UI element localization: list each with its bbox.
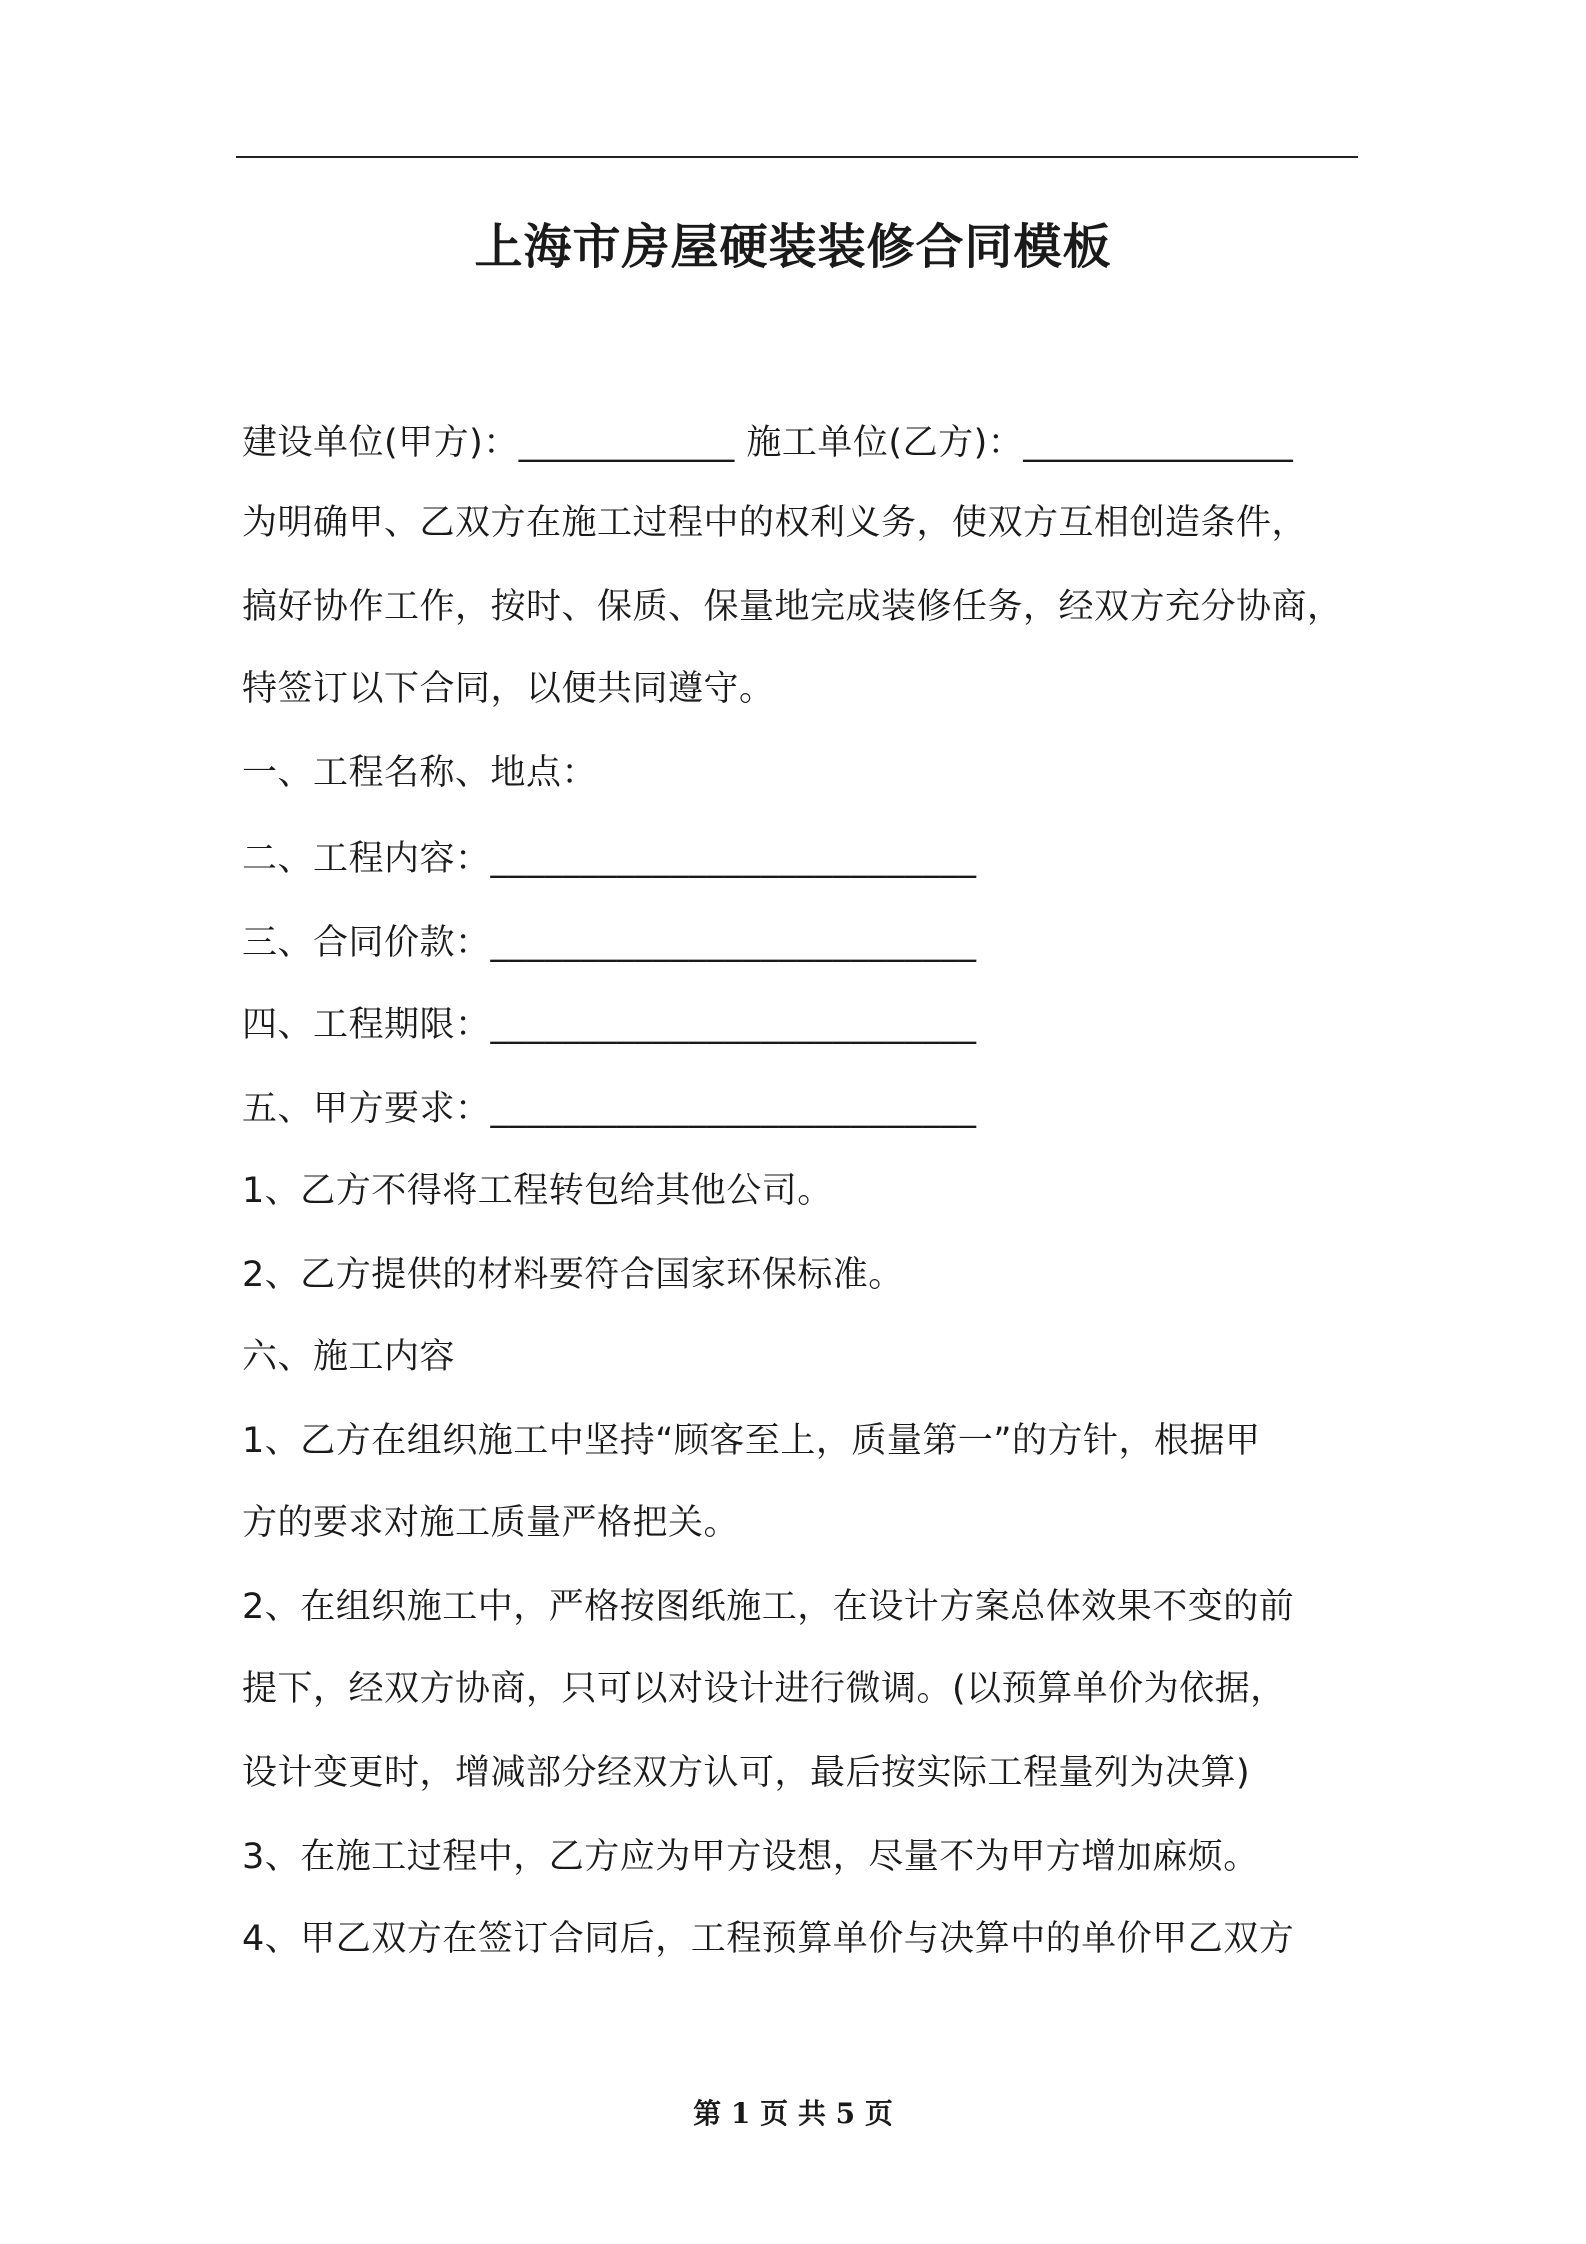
list-item: 4、甲乙双方在签订合同后，工程预算单价与决算中的单价甲乙双方 bbox=[242, 1919, 1295, 1959]
list-item: 2、乙方提供的材料要符合国家环保标准。 bbox=[242, 1255, 904, 1295]
paragraph-line: 提下，经双方协商，只可以对设计进行微调。(以预算单价为依据， bbox=[242, 1669, 1286, 1709]
section-heading: 六、施工内容 bbox=[242, 1337, 456, 1377]
section-heading: 三、合同价款：___________________________ bbox=[242, 923, 977, 963]
section-heading: 四、工程期限：___________________________ bbox=[242, 1005, 977, 1045]
paragraph-line: 为明确甲、乙双方在施工过程中的权利义务，使双方互相创造条件， bbox=[242, 503, 1308, 543]
paragraph-line: 特签订以下合同，以便共同遵守。 bbox=[242, 669, 775, 709]
paragraph-line: 设计变更时，增减部分经双方认可，最后按实际工程量列为决算) bbox=[242, 1753, 1251, 1793]
list-item: 2、在组织施工中，严格按图纸施工，在设计方案总体效果不变的前 bbox=[242, 1587, 1295, 1627]
document-title: 上海市房屋硬装装修合同模板 bbox=[474, 219, 1112, 275]
party-line: 建设单位(甲方)：____________ 施工单位(乙方)：_______________ bbox=[242, 423, 1294, 463]
page-number: 第 1 页 共 5 页 bbox=[693, 2097, 893, 2130]
section-heading: 一、工程名称、地点： bbox=[242, 753, 598, 793]
paragraph-line: 搞好协作工作，按时、保质、保量地完成装修任务，经双方充分协商， bbox=[242, 587, 1343, 627]
paragraph-line: 方的要求对施工质量严格把关。 bbox=[242, 1503, 740, 1543]
header-rule bbox=[236, 156, 1358, 158]
list-item: 1、乙方在组织施工中坚持“顾客至上，质量第一”的方针，根据甲 bbox=[242, 1421, 1261, 1461]
list-item: 1、乙方不得将工程转包给其他公司。 bbox=[242, 1171, 833, 1211]
list-item: 3、在施工过程中，乙方应为甲方设想，尽量不为甲方增加麻烦。 bbox=[242, 1837, 1259, 1877]
section-heading: 二、工程内容：___________________________ bbox=[242, 839, 977, 879]
section-heading: 五、甲方要求：___________________________ bbox=[242, 1089, 977, 1129]
